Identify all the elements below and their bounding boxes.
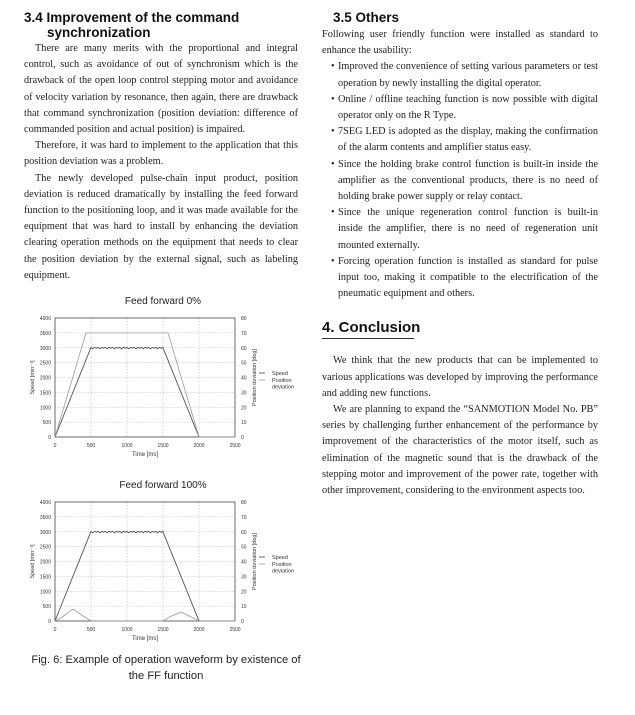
y-tick-label: 1000 [39,405,51,412]
position-deviation-series-line [55,333,235,437]
chart-feed-forward-100 [0,474,320,649]
y2-tick-label: 10 [241,420,247,427]
chart-title: Feed forward 0% [124,296,202,307]
y-tick-label: 0 [48,435,51,441]
y2-tick-label: 30 [241,574,247,581]
y-tick-label: 2500 [39,360,51,367]
others-list [322,59,598,302]
x-tick-label: 2000 [193,627,205,633]
y2-tick-label: 20 [241,405,247,412]
x-tick-label: 0 [53,443,57,449]
legend-deviation-label: Position deviation [272,562,295,575]
x-tick-label: 2500 [229,627,241,633]
x-tick-label: 0 [53,627,57,633]
y2-tick-label: 80 [241,316,247,322]
position-deviation-series-line [55,609,235,621]
conclusion-heading: 4. Conclusion [322,319,421,337]
figure-caption: Fig. 6: Example of operation waveform by existence of the FF function [31,654,301,682]
y2-tick-label: 50 [241,360,247,367]
y2-tick-label: 0 [241,619,244,625]
y-tick-label: 2000 [39,559,51,566]
y2-tick-label: 40 [241,559,247,566]
section-3-4-heading [24,10,298,40]
y2-axis-label: Position deviation [deg] [252,533,258,590]
x-tick-label: 1000 [121,627,133,633]
x-tick-label: 1500 [157,443,169,449]
list-item: • Improved the convenience of setting various parameters or test operation by newly installing the digital operator. [322,59,598,91]
list-item: • Since the unique regeneration control function is built-in inside the amplifier, there is no need of regeneration unit mounted externally. [322,205,598,254]
y-tick-label: 2500 [39,544,51,551]
x-tick-label: 2000 [193,443,205,449]
x-tick-label: 2500 [229,443,241,449]
y2-tick-label: 80 [241,500,247,506]
y-tick-label: 2000 [39,375,51,382]
y2-tick-label: 10 [241,604,247,611]
others-intro: Following user friendly function were installed as standard to enhance the usability: [322,29,598,57]
y2-tick-label: 50 [241,544,247,551]
right-column [322,10,598,499]
heading-line-2: synchronization [47,25,151,40]
x-tick-label: 500 [86,443,96,449]
y2-tick-label: 70 [241,514,247,521]
y2-tick-label: 40 [241,375,247,382]
legend-speed-label: Speed [272,555,288,561]
y-axis-label: Speed [min⁻¹] [30,544,36,579]
y-tick-label: 500 [42,604,51,611]
x-tick-label: 1500 [157,627,169,633]
heading-underline [322,338,414,339]
paragraph-3: The newly developed pulse-chain input product, position deviation is reduced dramatically by installing the feed forward function to the positioning loop, and it was made available for the equipment that was hard to install by enhancing the deviation clearing operation methods on the equipment that needs to clear the position deviation by the external signal, such as labeling equipment. [24,172,298,281]
list-item: • 7SEG LED is adopted as the display, making the confirmation of the alarm contents and amplifier status easy. [322,124,598,156]
y2-tick-label: 20 [241,589,247,596]
paragraph-1: There are many merits with the proportional and integral control, such as avoidance of out of synchronism which is the drawback of the open loop control stepping motor and avoidance of velocity variation by resonance, then again, there are drawback that command synchronization (position deviation: difference of commanded position and actual position) is impaired. [24,43,298,136]
y2-axis-label: Position deviation [deg] [252,349,258,406]
list-item: • Online / offline teaching function is now possible with digital operator only on the R Type. [322,92,598,124]
y2-tick-label: 60 [241,345,247,352]
y-tick-label: 1500 [39,390,51,397]
heading-line-1: 3.4 Improvement of the command [24,10,240,25]
list-item: • Forcing operation function is installed as standard for pulse input too, making it compatible to the electrification of the pneumatic equipment and others. [322,254,598,303]
y-tick-label: 0 [48,619,51,625]
legend-speed-label: Speed [272,371,288,377]
y-tick-label: 4000 [39,500,51,506]
y-tick-label: 3500 [39,330,51,337]
y2-tick-label: 60 [241,529,247,536]
y-tick-label: 4000 [39,316,51,322]
x-tick-label: 500 [86,627,96,633]
y2-tick-label: 0 [241,435,244,441]
conclusion-paragraph-2: We are planning to expand the “SANMOTION Model No. PB” series by challenging further enhancement of the performance by improvement of the characteristics of the motor itself, such as elimination of the magnetic sound that is the drawback of the stepping motor and improvement of the power rate, together with other improvement, considering to the environment aspects too. [322,404,598,497]
y-tick-label: 3000 [39,529,51,536]
section-3-5-heading: 3.5 Others [333,10,400,25]
y-axis-label: Speed [min⁻¹] [30,360,36,395]
y-tick-label: 1000 [39,589,51,596]
paragraph-2: Therefore, it was hard to implement to the application that this position deviation was a problem. [24,140,298,168]
chart-feed-forward-0 [0,290,320,465]
list-item: • Since the holding brake control function is built-in inside the amplifier as the conventional products, there is no need of holding brake power supply or relay contact. [322,157,598,206]
x-axis-label: Time [ms] [131,636,159,642]
y2-tick-label: 30 [241,390,247,397]
x-tick-label: 1000 [121,443,133,449]
y-tick-label: 500 [42,420,51,427]
y-tick-label: 3000 [39,345,51,352]
chart-title: Feed forward 100% [119,480,207,491]
x-axis-label: Time [ms] [131,452,159,458]
left-column [24,10,298,284]
y-tick-label: 3500 [39,514,51,521]
y2-tick-label: 70 [241,330,247,337]
legend-deviation-label: Position deviation [272,378,295,391]
y-tick-label: 1500 [39,574,51,581]
conclusion-paragraph-1: We think that the new products that can be implemented to various applications was developed by improving the performance and adding new functions. [322,355,598,399]
